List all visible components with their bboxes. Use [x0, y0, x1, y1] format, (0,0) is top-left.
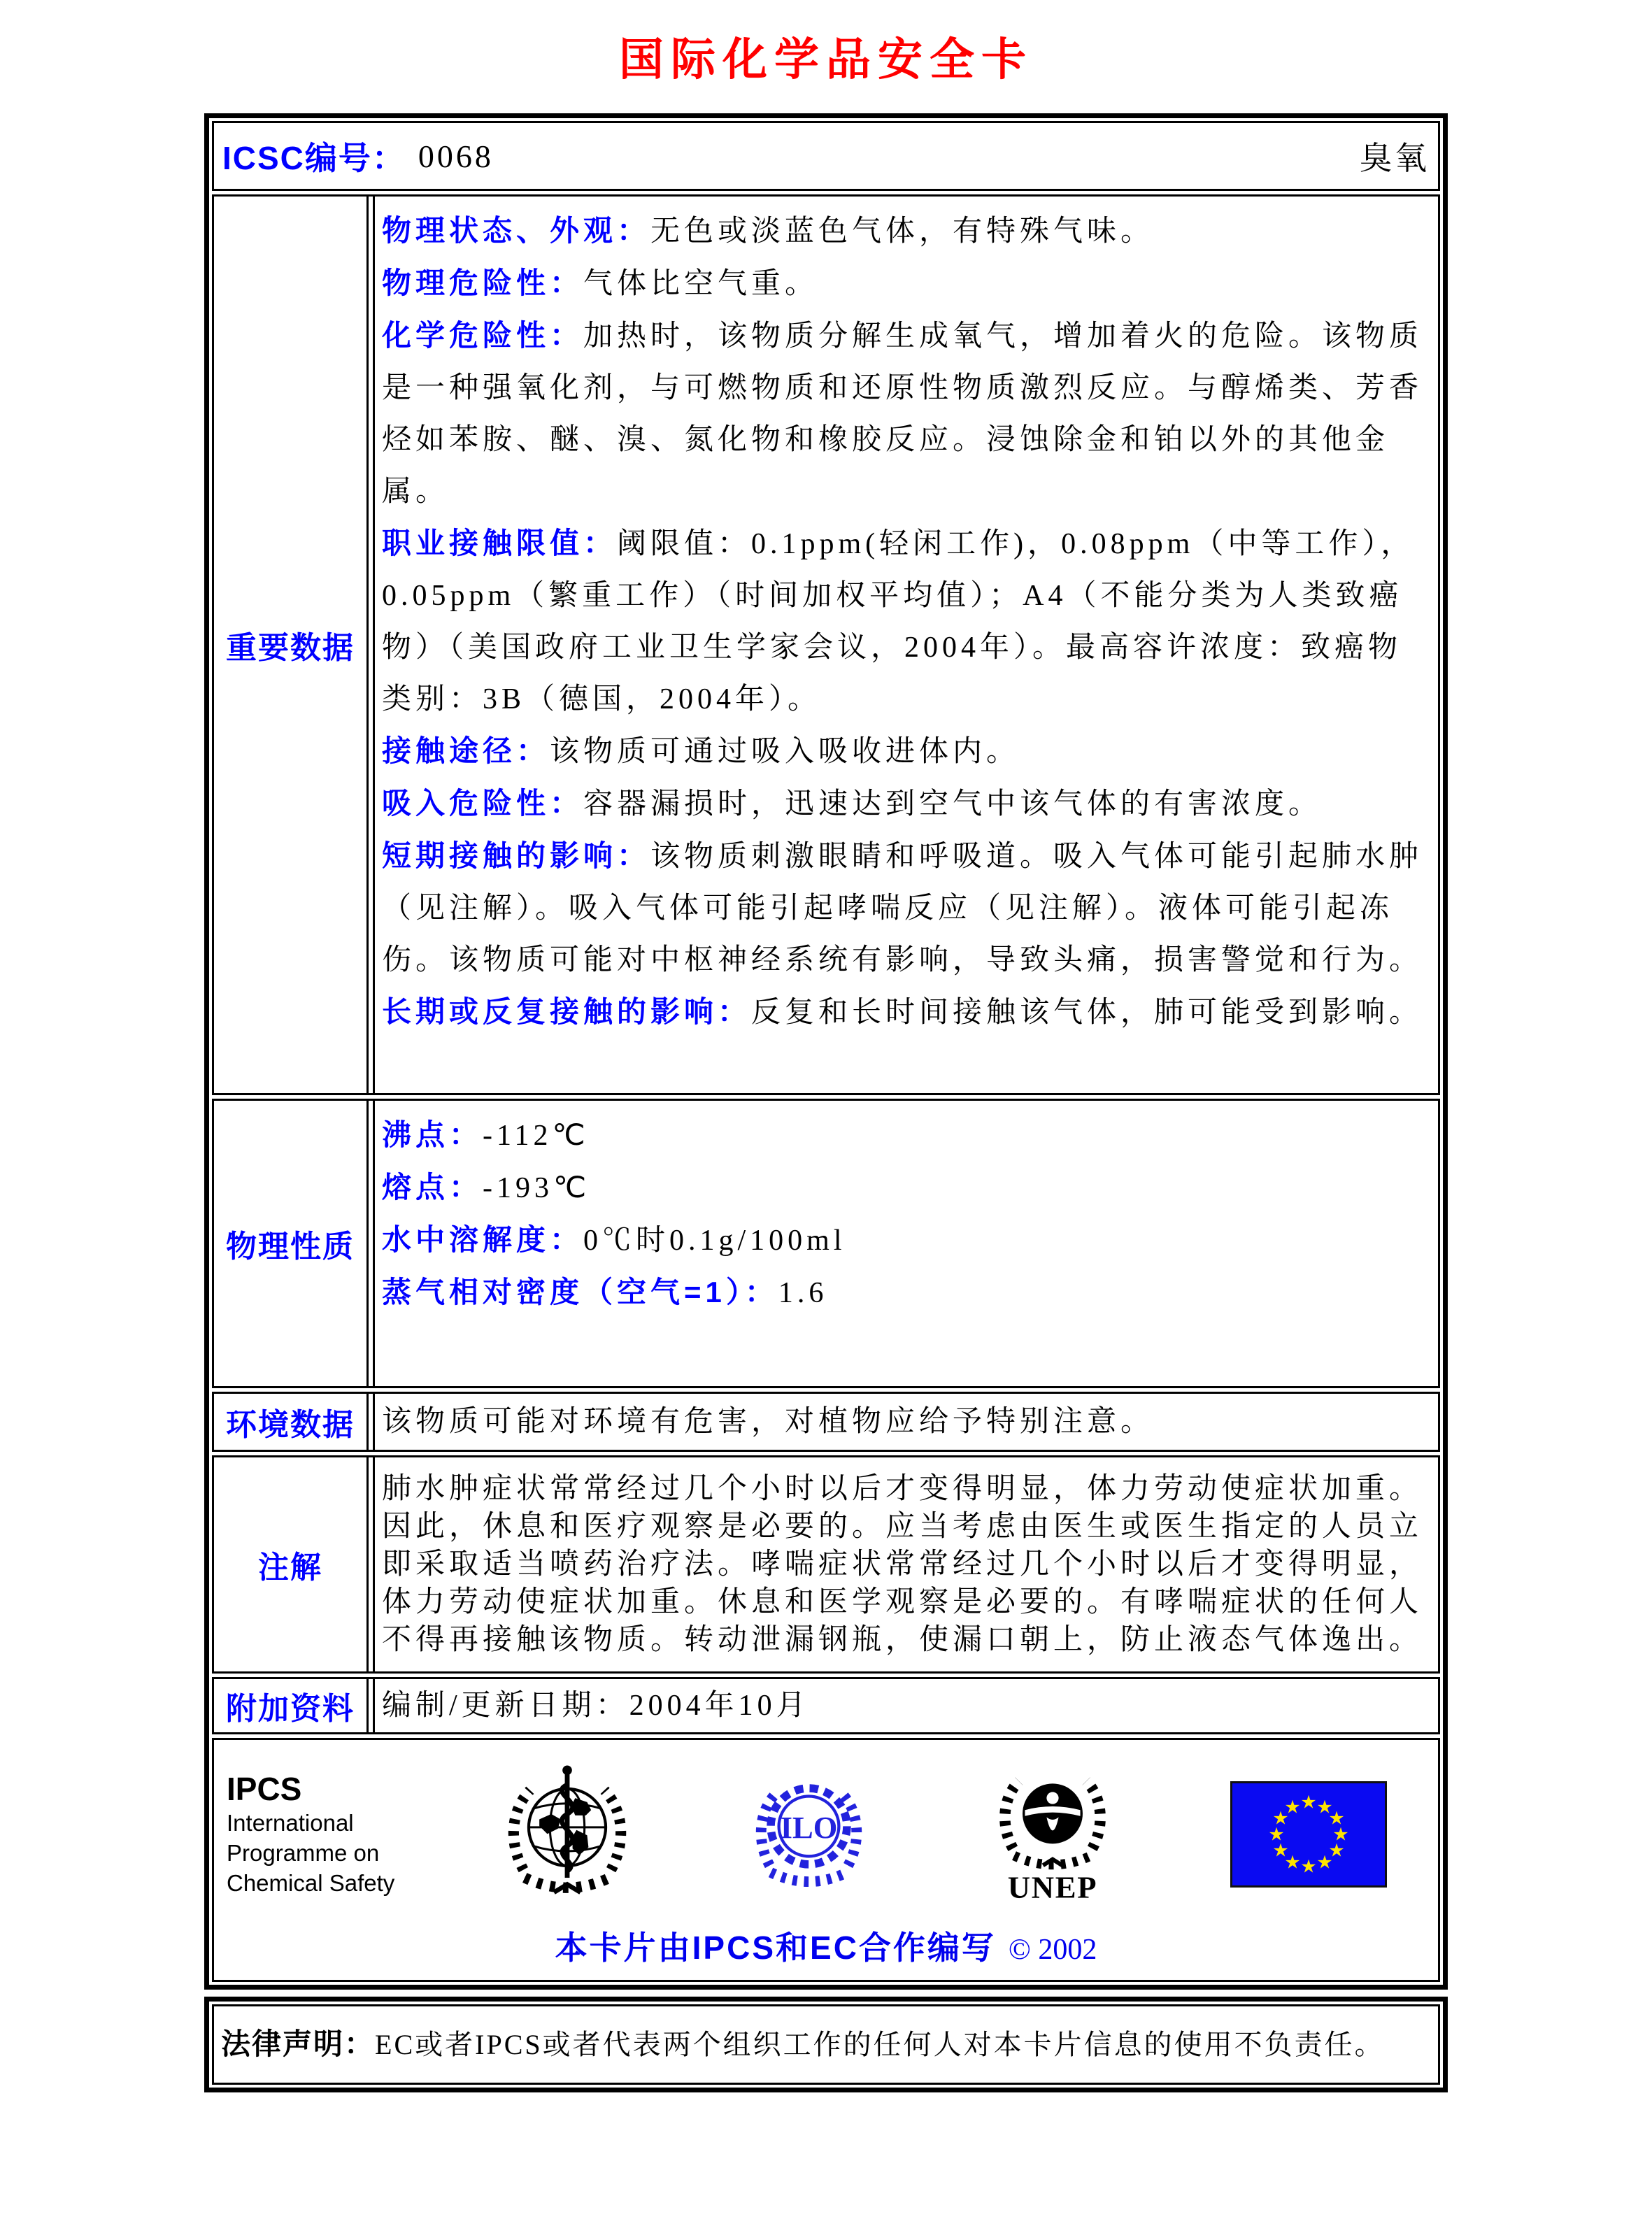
physical-properties-content — [373, 1101, 1438, 1386]
eu-flag-icon — [1230, 1781, 1387, 1888]
ipcs-line: International — [227, 1810, 354, 1836]
paragraph — [382, 268, 818, 300]
additional-info-title: 附加资料 — [214, 1679, 369, 1732]
organizations-row — [212, 1738, 1440, 1982]
field-text: -193℃ — [483, 1172, 591, 1204]
field-label: 物理状态、外观： — [382, 214, 651, 247]
field-label: 短期接触的影响： — [382, 839, 651, 872]
svg-text:★: ★ — [1316, 1852, 1333, 1872]
field-text: 加热时，该物质分解生成氧气，增加着火的危险。该物质是一种强氧化剂，与可燃物质和还原性物质激烈反应。与醇烯类、芳香烃如苯胺、醚、溴、氮化物和橡胶反应。浸蚀除金和铂以外的其他金属。 — [382, 320, 1423, 508]
notes-content: 肺水肿症状常常经过几个小时以后才变得明显，体力劳动使症状加重。因此，休息和医疗观察是必要的。应当考虑由医生或医生指定的人员立即采取适当喷药治疗法。哮喘症状常常经过几个小时以后才变得明显，体力劳动使症状加重。休息和医学观察是必要的。有哮喘症状的任何人不得再接触该物质。转动泄漏钢瓶，使漏口朝上，防止液态气体逸出。 — [373, 1457, 1438, 1671]
svg-text:★: ★ — [1328, 1840, 1345, 1860]
ilo-logo-icon — [751, 1764, 867, 1904]
ilo-logo — [751, 1764, 867, 1901]
who-logo-icon — [501, 1761, 634, 1908]
paragraph — [382, 997, 1423, 1029]
svg-text:★: ★ — [1316, 1797, 1333, 1817]
important-data-content — [373, 197, 1438, 1093]
svg-text:★: ★ — [1272, 1808, 1289, 1828]
field-label: 蒸气相对密度（空气=1）： — [382, 1276, 778, 1308]
eu-flag — [1232, 1783, 1385, 1885]
legal-notice-text: EC或者IPCS或者代表两个组织工作的任何人对本卡片信息的使用不负责任。 — [375, 2029, 1385, 2060]
field-label: 化学危险性： — [382, 319, 584, 352]
field-text: 该物质刺激眼睛和呼吸道。吸入气体可能引起肺水肿（见注解）。吸入气体可能引起哮喘反应（见注解）。液体可能引起冻伤。该物质可能对中枢神经系统有影响，导致头痛，损害警觉和行为。 — [382, 841, 1423, 976]
unep-logo-icon — [992, 1760, 1113, 1909]
important-data-title: 重要数据 — [214, 197, 369, 1093]
notes-title: 注解 — [214, 1457, 369, 1671]
field-label: 物理危险性： — [382, 266, 584, 299]
legal-notice-card — [204, 1997, 1448, 2092]
legal-notice-label: 法律声明： — [221, 2027, 376, 2060]
paragraph — [382, 736, 1020, 768]
field-text: 该物质可通过吸入吸收进体内。 — [550, 736, 1020, 768]
additional-info-row — [212, 1677, 1440, 1734]
additional-info-content: 编制/更新日期：2004年10月 — [373, 1679, 1438, 1732]
chemical-name: 臭氧 — [1360, 141, 1430, 176]
unep-logo — [992, 1760, 1113, 1905]
field-label: 长期或反复接触的影响： — [382, 995, 752, 1028]
svg-text:★: ★ — [1332, 1824, 1349, 1844]
field-label: 吸入危险性： — [382, 787, 584, 820]
field-text: -112℃ — [483, 1120, 590, 1152]
icsc-number-label: ICSC编号： — [222, 140, 406, 176]
paragraph — [382, 1225, 846, 1257]
field-text: 气体比空气重。 — [583, 268, 819, 300]
field-text: 无色或淡蓝色气体，有特殊气味。 — [650, 215, 1155, 248]
legal-notice-row — [212, 2004, 1440, 2085]
field-label: 沸点： — [382, 1118, 483, 1151]
important-data-row — [212, 194, 1440, 1095]
paragraph — [382, 215, 1154, 248]
svg-text:★: ★ — [1300, 1792, 1317, 1812]
organizations-logos — [222, 1760, 1430, 1909]
paragraph — [382, 528, 1414, 715]
environment-data-row — [212, 1392, 1440, 1452]
icsc-number-group — [222, 133, 1360, 179]
svg-text:★: ★ — [1272, 1840, 1289, 1860]
svg-text:★: ★ — [1284, 1852, 1301, 1872]
field-text: 容器漏损时，迅速达到空气中该气体的有害浓度。 — [583, 788, 1323, 820]
paragraph — [382, 1277, 827, 1309]
paragraph — [382, 841, 1423, 976]
svg-text:★: ★ — [1268, 1824, 1285, 1844]
unep-label: UNEP — [1007, 1869, 1098, 1905]
header-row — [212, 121, 1440, 191]
paragraph — [382, 788, 1322, 820]
field-text: 1.6 — [778, 1277, 828, 1309]
physical-properties-title: 物理性质 — [214, 1101, 369, 1386]
ilo-letters: ILO — [780, 1809, 838, 1845]
field-label: 职业接触限值： — [382, 527, 618, 559]
field-text: 阈限值：0.1ppm(轻闲工作)，0.08ppm（中等工作），0.05ppm（繁重工作）（时间加权平均值）；A4（不能分类为人类致癌物）（美国政府工业卫生学家会议，2004年）。最高容许浓度：致癌物类别：3B（德国，2004年）。 — [382, 528, 1415, 715]
paragraph — [382, 1120, 590, 1152]
ipcs-acronym: IPCS — [227, 1771, 302, 1807]
ipcs-line: Programme on — [227, 1840, 380, 1866]
svg-text:★: ★ — [1284, 1797, 1301, 1817]
svg-text:★: ★ — [1328, 1808, 1345, 1828]
field-label: 接触途径： — [382, 734, 550, 767]
physical-properties-row — [212, 1099, 1440, 1388]
copyright-text: © 2002 — [1008, 1934, 1097, 1966]
field-label: 水中溶解度： — [382, 1223, 584, 1256]
icsc-card — [204, 113, 1448, 1990]
notes-row — [212, 1455, 1440, 1674]
paragraph — [382, 320, 1423, 508]
ipcs-line: Chemical Safety — [227, 1870, 395, 1896]
cooperation-caption — [222, 1922, 1430, 1969]
field-text: 反复和长时间接触该气体，肺可能受到影响。 — [751, 997, 1423, 1029]
svg-text:★: ★ — [1300, 1856, 1317, 1876]
ipcs-text-block — [227, 1770, 414, 1898]
who-logo — [501, 1761, 634, 1904]
field-label: 熔点： — [382, 1171, 483, 1204]
paragraph — [382, 1172, 590, 1204]
field-text: 0℃时0.1g/100ml — [583, 1225, 846, 1257]
icsc-number-value: 0068 — [418, 138, 494, 174]
cooperation-caption-text: 本卡片由IPCS和EC合作编写 — [555, 1929, 996, 1966]
page-title: 国际化学品安全卡 — [619, 34, 1033, 85]
environment-data-content: 该物质可能对环境有危害，对植物应给予特别注意。 — [373, 1394, 1438, 1450]
environment-data-title: 环境数据 — [214, 1394, 369, 1450]
